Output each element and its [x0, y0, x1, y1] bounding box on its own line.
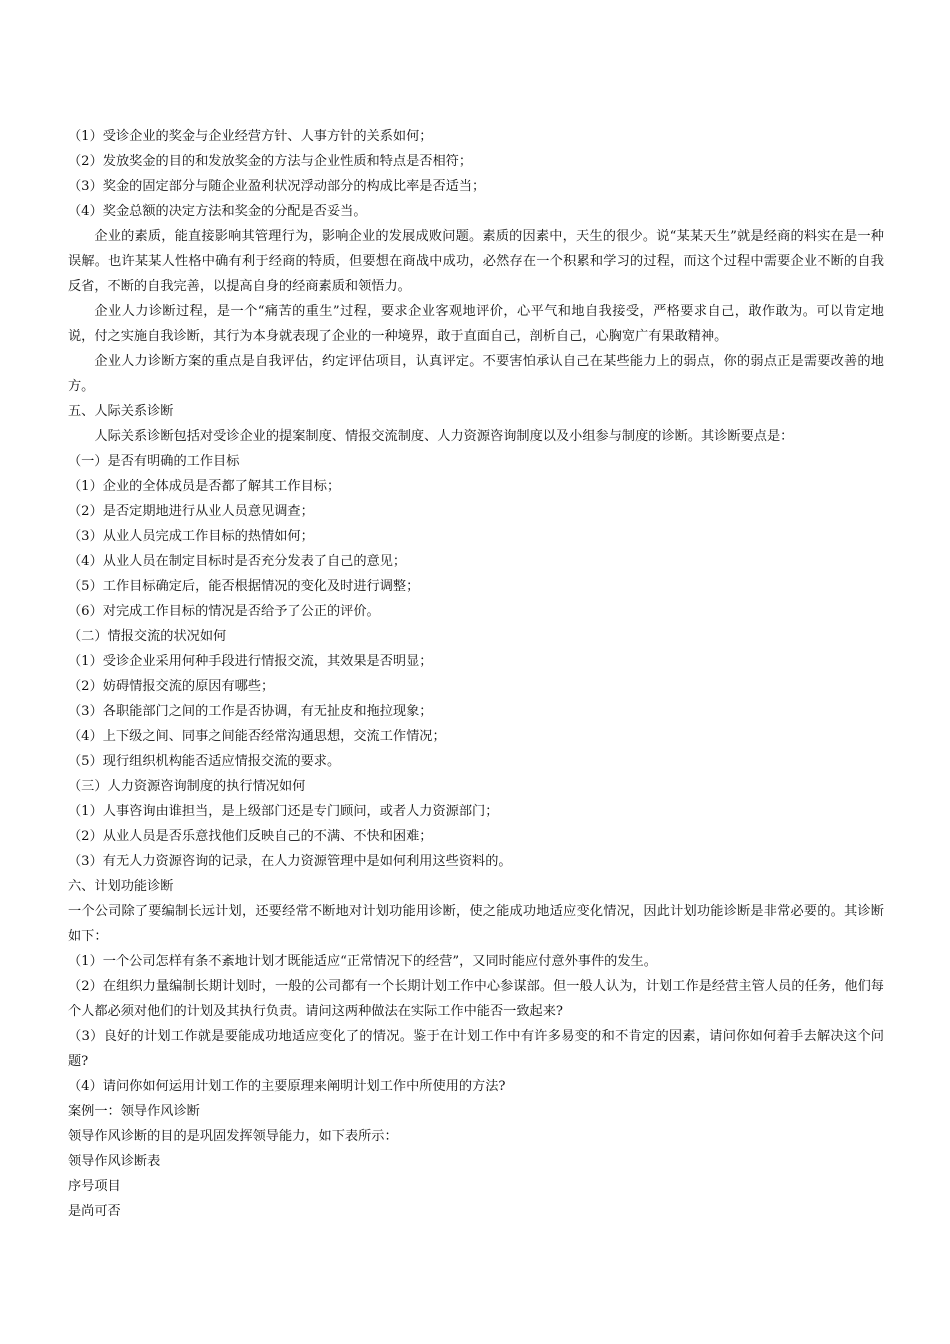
- section5-sub2-item: （1）受诊企业采用何种手段进行情报交流，其效果是否明显；: [68, 654, 433, 669]
- bonus-item-3: （3）奖金的固定部分与随企业盈利状况浮动部分的构成比率是否适当；: [68, 179, 486, 194]
- section6-item: （3）良好的计划工作就是要能成功地适应变化了的情况。鉴于在计划工作中有许多易变的和不肯定的因素，请问你如何着手去解决这个问题?: [68, 1029, 884, 1069]
- bonus-item-1: （1）受诊企业的奖金与企业经营方针、人事方针的关系如何；: [68, 129, 433, 144]
- section5-sub2-item: （4）上下级之间、同事之间能否经常沟通思想，交流工作情况；: [68, 729, 446, 744]
- section6-heading: 六、计划功能诊断: [68, 879, 174, 894]
- case1-table-title: 领导作风诊断表: [68, 1154, 161, 1169]
- section5-intro: 人际关系诊断包括对受诊企业的提案制度、情报交流制度、人力资源咨询制度以及小组参与制度的诊断。其诊断要点是：: [94, 429, 794, 444]
- section5-sub3-heading: （三）人力资源咨询制度的执行情况如何: [68, 779, 306, 794]
- section5-sub2-item: （2）妨碍情报交流的原因有哪些；: [68, 679, 275, 694]
- section5-sub1-heading: （一）是否有明确的工作目标: [68, 454, 240, 469]
- section5-sub2-item: （3）各职能部门之间的工作是否协调，有无扯皮和拖拉现象；: [68, 704, 433, 719]
- section5-sub2-heading: （二）情报交流的状况如何: [68, 629, 227, 644]
- section5-sub2-item: （5）现行组织机构能否适应情报交流的要求。: [68, 754, 341, 769]
- section6-item: （2）在组织力量编制长期计划时，一般的公司都有一个长期计划工作中心参谋部。但一般人认为，计划工作是经营主管人员的任务，他们每个人都必须对他们的计划及其执行负责。请问这两种做法在实际工作中能否一致起来?: [68, 979, 884, 1019]
- section5-sub1-item: （6）对完成工作目标的情况是否给予了公正的评价。: [68, 604, 380, 619]
- case1-heading: 案例一：领导作风诊断: [68, 1104, 200, 1119]
- paragraph-diagnosis-process: 企业人力诊断过程，是一个“痛苦的重生”过程，要求企业客观地评价，心平气和地自我接受，严格要求自己，敢作敢为。可以肯定地说，付之实施自我诊断，其行为本身就表现了企业的一种境界，敢于直面自己，剖析自己，心胸宽广有果敢精神。: [68, 304, 884, 344]
- case1-table-header-ratings: 是尚可否: [68, 1204, 121, 1219]
- paragraph-diagnosis-focus: 企业人力诊断方案的重点是自我评估，约定评估项目，认真评定。不要害怕承认自己在某些能力上的弱点，你的弱点正是需要改善的地方。: [68, 354, 884, 394]
- section5-heading: 五、人际关系诊断: [68, 404, 174, 419]
- section5-sub1-item: （1）企业的全体成员是否都了解其工作目标；: [68, 479, 341, 494]
- section5-sub1-item: （3）从业人员完成工作目标的热情如何；: [68, 529, 314, 544]
- section5-sub1-item: （5）工作目标确定后，能否根据情况的变化及时进行调整；: [68, 579, 420, 594]
- bonus-item-4: （4）奖金总额的决定方法和奖金的分配是否妥当。: [68, 204, 367, 219]
- bonus-item-2: （2）发放奖金的目的和发放奖金的方法与企业性质和特点是否相符；: [68, 154, 473, 169]
- section5-sub3-item: （2）从业人员是否乐意找他们反映自己的不满、不快和困难；: [68, 829, 433, 844]
- case1-intro: 领导作风诊断的目的是巩固发挥领导能力，如下表所示：: [68, 1129, 398, 1144]
- section6-item: （1）一个公司怎样有条不紊地计划才既能适应“正常情况下的经营”，又同时能应付意外事件的发生。: [68, 954, 657, 969]
- document-page: [68, 124, 884, 1224]
- section5-sub3-item: （1）人事咨询由谁担当，是上级部门还是专门顾问，或者人力资源部门；: [68, 804, 499, 819]
- section6-intro: 一个公司除了要编制长远计划，还要经常不断地对计划功能用诊断，使之能成功地适应变化情况，因此计划功能诊断是非常必要的。其诊断如下：: [68, 904, 884, 944]
- section6-item: （4）请问你如何运用计划工作的主要原理来阐明计划工作中所使用的方法?: [68, 1079, 506, 1094]
- section5-sub1-item: （2）是否定期地进行从业人员意见调查；: [68, 504, 314, 519]
- section5-sub3-item: （3）有无人力资源咨询的记录，在人力资源管理中是如何利用这些资料的。: [68, 854, 512, 869]
- case1-table-header-index-item: 序号项目: [68, 1179, 121, 1194]
- section5-sub1-item: （4）从业人员在制定目标时是否充分发表了自己的意见；: [68, 554, 407, 569]
- paragraph-quality: 企业的素质，能直接影响其管理行为，影响企业的发展成败问题。素质的因素中，天生的很少。说“某某天生”就是经商的料实在是一种误解。也许某某人性格中确有利于经商的特质，但要想在商战中成功，必然存在一个积累和学习的过程，而这个过程中需要企业不断的自我反省，不断的自我完善，以提高自身的经商素质和领悟力。: [68, 229, 884, 294]
